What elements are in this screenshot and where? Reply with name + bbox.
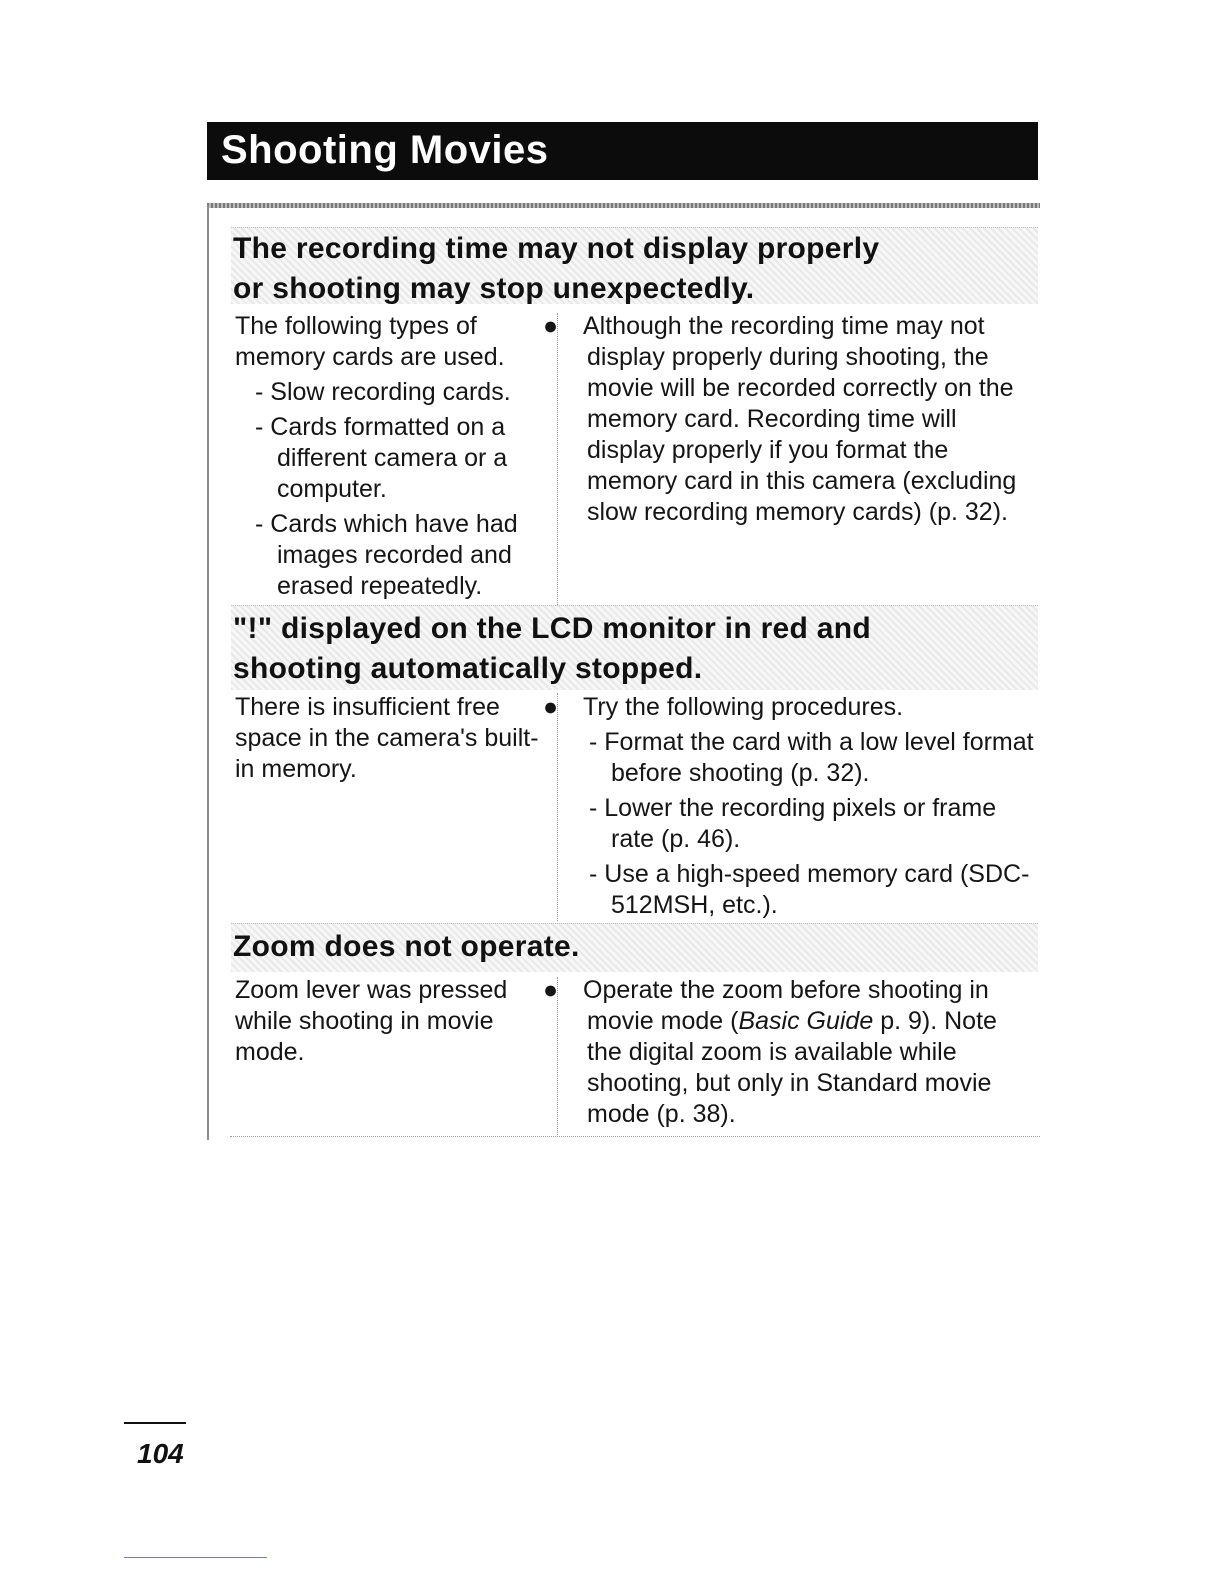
section-1-cause [235, 311, 555, 602]
section-3-cause-text: Zoom lever was pressed while shooting in movie mode. [235, 976, 508, 1066]
section-3-cause [235, 975, 550, 1068]
section-2-solution-item: - Format the card with a low level format before shooting (p. 32). [589, 728, 1034, 787]
section-2-solution-item: - Use a high-speed memory card (SDC-512MSH, etc.). [589, 860, 1030, 919]
bullet-icon: ● [543, 312, 559, 340]
section-2-heading-line-2: shooting automatically stopped. [233, 652, 703, 685]
section-3-solution [543, 975, 1035, 1130]
bullet-icon: ● [543, 693, 559, 721]
section-2-solution [543, 692, 1035, 921]
section-1-cause-line-1: The following types of [235, 312, 477, 340]
section-2-cause [235, 692, 545, 785]
section-2-column-divider [557, 693, 558, 921]
section-2-cause-text: There is insufficient free space in the camera's built-in memory. [235, 693, 539, 783]
section-1-column-divider [557, 313, 558, 605]
section-3-heading-text: Zoom does not operate. [233, 930, 580, 963]
section-3-heading [233, 927, 580, 967]
footer-line [124, 1557, 267, 1558]
troubleshooting-table [207, 205, 1040, 1140]
bottom-divider [230, 1136, 1040, 1137]
section-3-solution-text-2: p. 9). Note the digital zoom is available while shooting, but only in Standard movie mode (p. 38). [587, 1007, 997, 1128]
section-2-heading-line-1: "!" displayed on the LCD monitor in red and [233, 612, 872, 645]
section-2-heading [233, 609, 871, 689]
page-title-bar [207, 122, 1038, 180]
section-1-solution-text: Although the recording time may not display properly during shooting, the movie will be recorded correctly on the memory card. Recording time will display properly if you format the memory card in this camera (excluding slow recording memory cards) (p. 32). [583, 312, 1017, 526]
page-number: 104 [137, 1438, 184, 1469]
section-1-heading-line-2: or shooting may stop unexpectedly. [233, 272, 755, 305]
section-1-cause-line-2: memory cards are used. [235, 343, 505, 371]
bullet-icon: ● [543, 976, 559, 1004]
section-1-cause-item: - Slow recording cards. [255, 378, 511, 406]
page-title: Shooting Movies [221, 128, 549, 172]
section-1-solution [543, 311, 1035, 528]
section-1-heading-line-1: The recording time may not display properly [233, 232, 880, 265]
section-1-cause-item: - Cards formatted on a different camera or a computer. [255, 413, 508, 503]
section-1-cause-item: - Cards which have had images recorded and erased repeatedly. [255, 510, 518, 600]
section-2-solution-intro: Try the following procedures. [583, 693, 904, 721]
section-1-heading [233, 229, 879, 309]
section-3-solution-reference: Basic Guide [738, 1007, 874, 1035]
section-3-solution-text-1: Operate the zoom before shooting in movie mode ( [583, 976, 989, 1035]
page-number-rule [124, 1422, 186, 1424]
section-2-solution-item: - Lower the recording pixels or frame rate (p. 46). [589, 794, 997, 853]
